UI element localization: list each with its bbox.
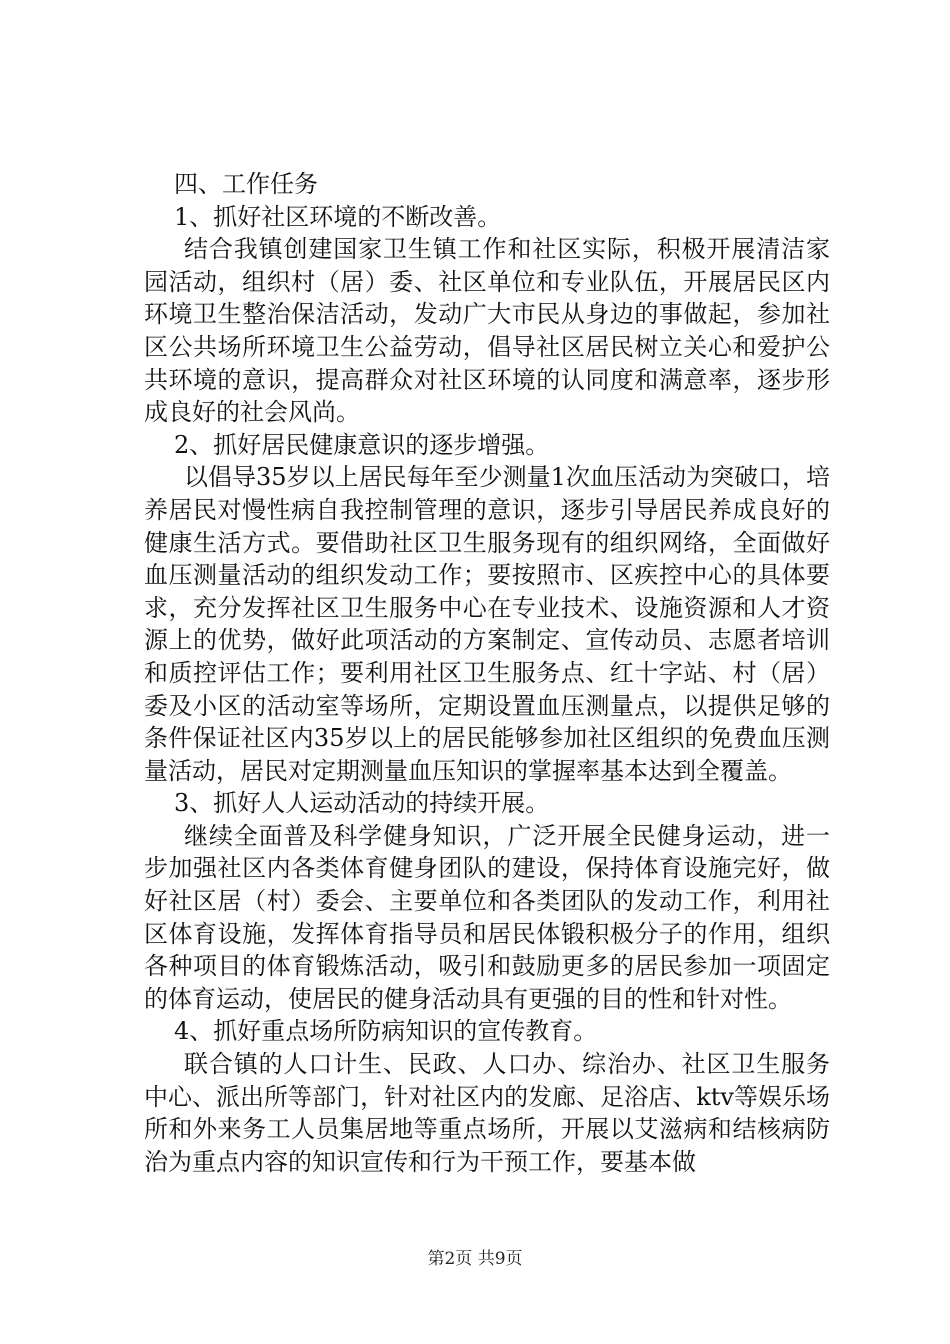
section-title: 四、工作任务 xyxy=(174,170,318,198)
item-1-heading: 1、抓好社区环境的不断改善。 xyxy=(174,202,502,231)
item-1-body: 结合我镇创建国家卫生镇工作和社区实际，积极开展清洁家园活动，组织村（居）委、社区单位和专业队伍，开展居民区内环境卫生整治保洁活动，发动广大市民从身边的事做起，参加社区公共场所环境卫生公益劳动，倡导社区居民树立关心和爱护公共环境的意识，提高群众对社区环境的认同度和满意率，逐步形成良好的社会风尚。 xyxy=(144,235,830,427)
item-2-heading: 2、抓好居民健康意识的逐步增强。 xyxy=(174,430,550,459)
item-4-body: 联合镇的人口计生、民政、人口办、综治办、社区卫生服务中心、派出所等部门，针对社区内的发廊、足浴店、ktv等娱乐场所和外来务工人员集居地等重点场所，开展以艾滋病和结核病防治为重点内容的知识宣传和行为干预工作，要基本做 xyxy=(144,1050,830,1176)
page-footer: 第2页 共9页 xyxy=(427,1249,523,1269)
item-3-heading: 3、抓好人人运动活动的持续开展。 xyxy=(174,789,550,818)
document-body xyxy=(144,168,830,1178)
item-3-body: 继续全面普及科学健身知识，广泛开展全民健身运动，进一步加强社区内各类体育健身团队的建设，保持体育设施完好，做好社区居（村）委会、主要单位和各类团队的发动工作，利用社区体育设施，发挥体育指导员和居民体锻积极分子的作用，组织各种项目的体育锻炼活动，吸引和鼓励更多的居民参加一项固定的体育运动，使居民的健身活动具有更强的目的性和针对性。 xyxy=(144,821,830,1013)
item-4-heading: 4、抓好重点场所防病知识的宣传教育。 xyxy=(174,1017,598,1046)
item-2-body: 以倡导35岁以上居民每年至少测量1次血压活动为突破口，培养居民对慢性病自我控制管理的意识，逐步引导居民养成良好的健康生活方式。要借助社区卫生服务现有的组织网络，全面做好血压测量活动的组织发动工作；要按照市、区疾控中心的具体要求，充分发挥社区卫生服务中心在专业技术、设施资源和人才资源上的优势，做好此项活动的方案制定、宣传动员、志愿者培训和质控评估工作；要利用社区卫生服务点、红十字站、村（居）委及小区的活动室等场所，定期设置血压测量点，以提供足够的条件保证社区内35岁以上的居民能够参加社区组织的免费血压测量活动，居民对定期测量血压知识的掌握率基本达到全覆盖。 xyxy=(144,463,830,785)
